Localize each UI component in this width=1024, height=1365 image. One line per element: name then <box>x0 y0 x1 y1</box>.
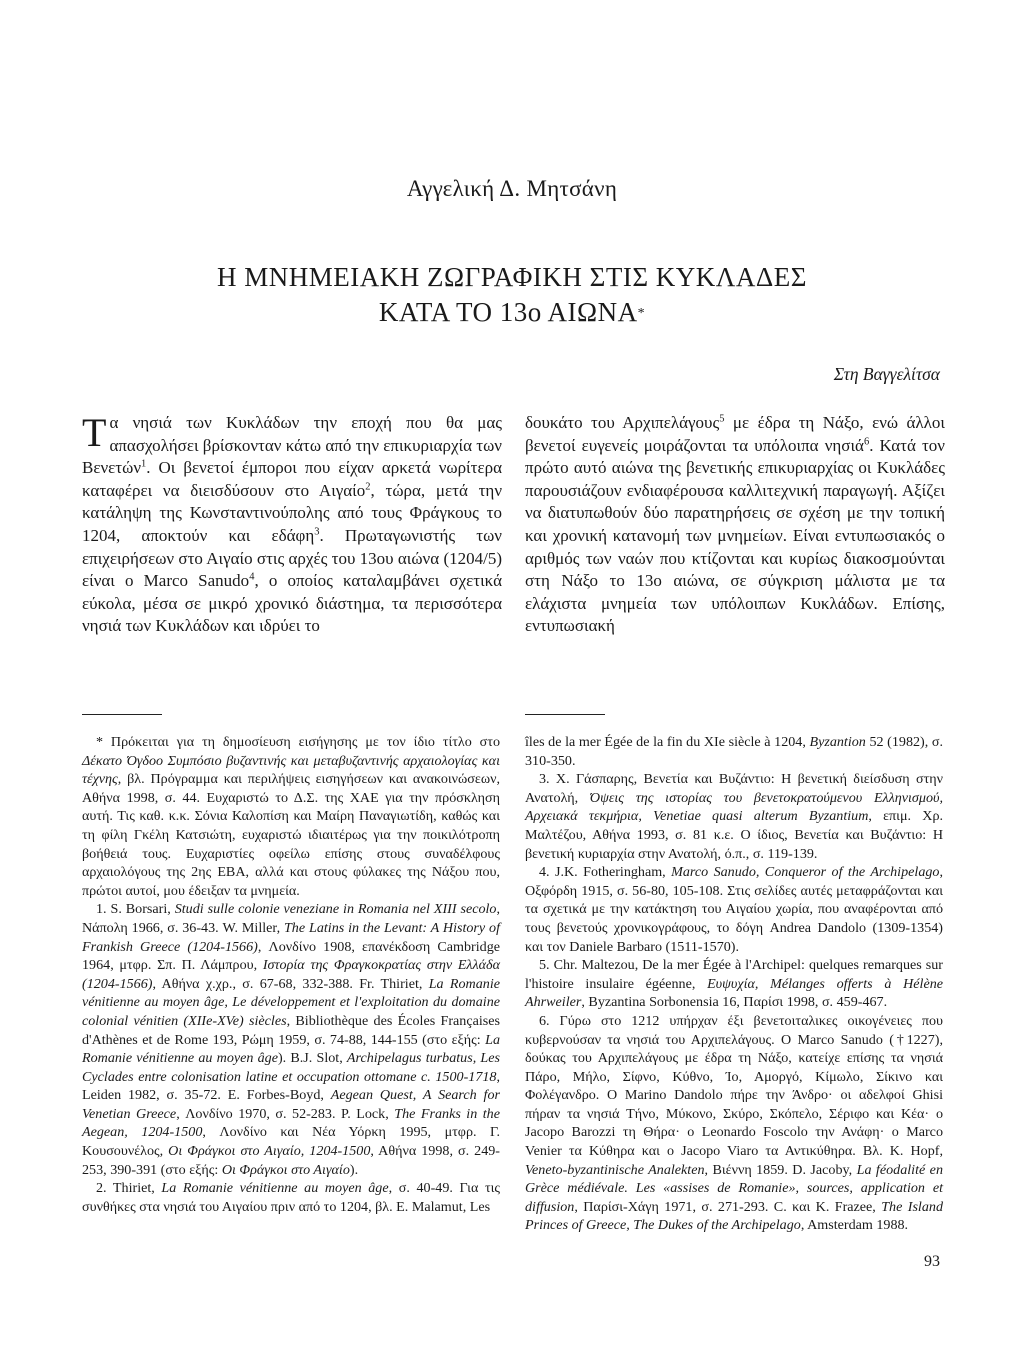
footnote-italic: Δέκατο Όγδοο Συμπόσιο βυζαντινής και μεταβυζαντινής αρχαιολογίας και τέχνης <box>82 752 500 788</box>
body-column-right <box>525 412 945 638</box>
body-text: . Πρωταγωνιστής των επιχειρήσεων στο Αιγαίο στις αρχές του 13ου αιώνα (1204/5) είναι ο Marco Sanudo <box>82 525 502 591</box>
footnote-italic: Studi sulle colonie veneziane in Romania nel XIII secolo <box>174 901 497 918</box>
footnote-text: , Amsterdam 1988. <box>800 1217 909 1234</box>
footnote-text: ). B.J. Slot, <box>277 1050 347 1067</box>
footnote-ref: 5 <box>719 413 725 425</box>
article-title-line-2 <box>0 295 1024 329</box>
footnote-text: , Leiden 1982, σ. 35-72. E. Forbes-Boyd, <box>82 1068 500 1104</box>
footnotes-column-left <box>82 733 500 1216</box>
footnote-italic: Archipelagus turbatus, Les Cyclades entre colonisation latine et occupation ottomane c. 1500-1718 <box>82 1050 500 1085</box>
footnote-text: 2. Thiriet, <box>96 1180 162 1197</box>
body-text: . Κατά τον πρώτο αυτό αιώνα της βενετικής επικυριαρχίας οι Κυκλάδες παρουσιάζουν ενδιαφέρουσα καλλιτεχνική παραγωγή. Αξίζει να διατυπωθούν δύο παρατηρήσεις σε σχέση με την τοπική και χρονική κατανομή των μνημείων. Είναι εντυπωσιακός ο αριθμός των ναών που κτίζονται και κυρίως διακοσμούνται στη Νάξο το 13ο αιώνα, σε σύγκριση μάλιστα με τα ελάχιστα μνημεία των υπόλοιπων Κυκλάδων. Επίσης, εντυπωσιακή <box>525 435 945 636</box>
footnotes-column-right <box>525 733 943 1235</box>
footnote-text: 6. Γύρω στο 1212 υπήρχαν έξι βενετοιταλικες οικογένειες που κυβερνούσαν τα νησιά του Αρχιπελάγους. Ο Marco Sanudo (†1227), δούκας του Αρχιπελάγους με έδρα τη Νάξο, κατείχε επίσης τα νησιά Πάρο, Μήλο, Σίφνο, Κύθνο, Ίο, Αμοργό, Κίμωλο, Σίκινο και Φολέγανδρο. Ο Marino Dandolo πήρε την Άνδρο· οι αδελφοί Ghisi πήραν τα νησιά Τήνο, Μύκονο, Σκύρο, Σκόπελο, Σέριφο και Κέα· ο Jacopo Barozzi τη Θήρα· ο Leonardo Foscolo την Ανάφη· ο Marco Venier τα Κύθηρα και ο Jacopo Viaro τα Αντικύθηρα. Βλ. K. Hopf, <box>525 1012 943 1160</box>
footnote-text: , Λονδίνο και Νέα Υόρκη 1995, μτφρ. Γ. Κουσουνέλος, <box>82 1124 500 1160</box>
article-title-line-1 <box>0 260 1024 294</box>
footnote-ref: 2 <box>365 481 371 493</box>
title-text-2: ΚΑΤΑ ΤΟ 13ο ΑΙΩΝΑ <box>378 297 638 327</box>
footnote-text: , Αθήνα χ.χρ., σ. 67-68, 332-388. Fr. Thiriet, <box>152 975 429 992</box>
body-text: α νησιά των Κυκλάδων την εποχή που θα μας απασχολήσει βρίσκονταν κάτω από την επικυριαρχία των Βενετών <box>82 413 502 478</box>
footnote-italic: La Romanie vénitienne au moyen âge <box>161 1180 389 1197</box>
footnote-text: , Βιέννη 1859. D. Jacoby, <box>704 1161 857 1178</box>
dedication: Στη Βαγγελίτσα <box>833 364 940 384</box>
footnote-italic: Ευψυχία, Mélanges offerts à Hélène Ahrweiler <box>525 975 944 1011</box>
body-column-left <box>82 412 502 638</box>
footnote-italic: Aegean Quest, A Search for Venetian Greece <box>82 1087 500 1122</box>
footnote-text: , Αθήνα 1998, σ. 249-253, 390-391 (στο εξής: <box>82 1143 500 1178</box>
footnote-text: , Οξφόρδη 1915, σ. 56-80, 105-108. Στις σελίδες αυτές μεταφράζονται και τα σχετικά με την κατάκτηση του Αιγαίου χωρία, που αναφέρονται από τους βενετούς χρονικογράφους, το δόγη Andrea Dandolo (1309-1354) και τον Daniele Barbaro (1511-1570). <box>525 864 943 955</box>
body-text: , τώρα, μετά την κατάληψη της Κωνσταντινούπολης από τους Φράγκους το 1204, αποκτούν και εδάφη <box>82 480 503 545</box>
footnote-text: , Λονδίνο 1908, επανέκδοση Cambridge 1964, μτφρ. Σπ. Π. Λάμπρου, <box>82 938 500 974</box>
footnote-text: , σ. 40-49. Για τις συνθήκες στα νησιά του Αιγαίου πριν από το 1204, βλ. E. Malamut, Les <box>82 1180 500 1215</box>
footnote-text: , Παρίσι-Χάγη 1971, σ. 271-293. C. και K. Frazee, <box>574 1198 882 1215</box>
title-text-1: Η ΜΝΗΜΕΙΑΚΗ ΖΩΓΡΑΦΙΚΗ ΣΤΙΣ ΚΥΚΛΑΔΕΣ <box>217 262 807 292</box>
footnote-text: , Bibliothèque des Écoles Françaises d'Athènes et de Rome 193, Ρώμη 1959, σ. 74-88, 144-155 (στο εξής: <box>82 1012 500 1048</box>
footnote-text: 5. Chr. Maltezou, De la mer Égée à l'Archipel: quelques remarques sur l'histoire insulaire égéenne, <box>525 957 943 992</box>
footnote-separator-left <box>82 714 162 715</box>
footnote-italic: The Franks in the Aegean, 1204-1500 <box>82 1105 500 1141</box>
footnote-text: , Λονδίνο 1970, σ. 52-283. P. Lock, <box>176 1105 395 1122</box>
footnote-text: îles de la mer Égée de la fin du XIe siècle à 1204, <box>525 734 810 750</box>
footnote-ref: 4 <box>249 571 255 583</box>
body-text: , ο οποίος καταλαμβάνει σχετικά εύκολα, μέσα σε μικρό χρονικό διάστημα, τα περισσότερα νησιά των Κυκλάδων και ιδρύει το <box>82 571 503 636</box>
footnote-3 <box>525 770 943 863</box>
footnote-text: 4. J.K. Fotheringham, <box>539 864 672 881</box>
footnote-text: , Νάπολη 1966, σ. 36-43. W. Miller, <box>82 901 501 936</box>
drop-cap: Τ <box>82 410 107 455</box>
footnote-text: , επιμ. Χρ. Μαλτέζου, Αθήνα 1993, σ. 81 κ.ε. Ο ίδιος, Βενετία και Βυζάντιο: Η βενετική κυριαρχία στην Ανατολή, ό.π., σ. 119-139. <box>525 808 944 862</box>
footnote-italic: Ιστορία της Φραγκοκρατίας στην Ελλάδα (1204-1566) <box>82 957 500 992</box>
footnote-italic: Byzantion <box>809 734 866 750</box>
footnote-1 <box>82 900 500 1179</box>
footnote-italic: The Latins in the Levant: A History of Frankish Greece (1204-1566) <box>82 919 500 955</box>
footnote-6 <box>525 1012 943 1235</box>
footnote-italic: Οι Φράγκοι στο Αιγαίο <box>221 1161 350 1178</box>
footnote-italic: Οι Φράγκοι στο Αιγαίο, 1204-1500 <box>168 1143 371 1160</box>
footnote-ref: 1 <box>141 458 147 470</box>
footnote-italic: La féodalité en Grèce médiévale. Les «assises de Romanie», sources, application et diffusion <box>525 1161 943 1215</box>
footnote-2 <box>82 1179 500 1216</box>
body-text: με έδρα τη Νάξο, ενώ άλλοι βενετοί ευγενείς μοιράζονται τα υπόλοιπα νησιά <box>525 413 945 455</box>
title-footnote-mark: * <box>637 306 646 321</box>
footnote-italic: La Romanie vénitienne au moyen âge, Le développement et l'exploitation du domaine colonial vénitien (XIIe-XVe) siècles <box>82 975 500 1029</box>
footnote-text: 3. Χ. Γάσπαρης, Βενετία και Βυζάντιο: Η βενετική διείσδυση στην Ανατολή, <box>525 771 943 806</box>
footnote-ref: 6 <box>863 435 870 447</box>
footnote-ref: 3 <box>314 526 320 538</box>
footnote-5 <box>525 956 943 1012</box>
footnote-star <box>82 733 500 900</box>
footnote-text: 1. S. Borsari, <box>96 901 175 918</box>
footnote-text: 52 (1982), σ. 310-350. <box>525 734 944 769</box>
author-name: Αγγελική Δ. Μητσάνη <box>406 176 618 201</box>
body-paragraph-left <box>82 412 502 638</box>
footnote-italic: Veneto-byzantinische Analekten <box>525 1161 705 1178</box>
footnote-separator-right <box>525 714 605 715</box>
footnote-italic: The Island Princes of Greece, The Dukes of the Archipelago <box>525 1198 943 1234</box>
footnote-text: * Πρόκειται για τη δημοσίευση εισήγησης με τον ίδιο τίτλο στο <box>96 734 500 750</box>
footnote-4 <box>525 863 943 956</box>
page-number: 93 <box>924 1253 940 1270</box>
footnote-2-continued <box>525 733 943 770</box>
body-paragraph-right <box>525 412 945 638</box>
footnote-text: , Byzantina Sorbonensia 16, Παρίσι 1998, σ. 459-467. <box>581 994 888 1011</box>
footnote-text: , βλ. Πρόγραμμα και περιλήψεις εισηγήσεων και ανακοινώσεων, Αθήνα 1998, σ. 44. Ευχαριστώ το Δ.Σ. της ΧΑΕ για την πρόσκληση αυτή. Τις καθ. κ.κ. Σόνια Καλοπίση και Μαίρη Παναγιωτίδη, καθώς και τη φίλη Γκέλη Κατσιώτη, ευχαριστώ ιδιαιτέρως για την ποικιλότροπη βοήθειά τους. Ευχαριστίες οφείλω επίσης στους συναδέλφους αρχαιολόγους της 2ης ΕΒΑ, αλλά και στους φύλακες της Νάξου που, πρώτοι αυτοί, μου έδειξαν τα μνημεία. <box>82 771 500 899</box>
footnote-italic: Marco Sanudo, Conqueror of the Archipelago <box>671 864 940 881</box>
body-text: δουκάτο του Αρχιπελάγους <box>525 413 720 432</box>
footnote-text: ). <box>349 1161 359 1178</box>
body-text: . Οι βενετοί έμποροι που είχαν αρκετά νωρίτερα καταφέρει να διεισδύσουν στο Αιγαίο <box>82 458 502 500</box>
footnote-italic: Όψεις της ιστορίας του βενετοκρατούμενου Ελληνισμού, Αρχειακά τεκμήρια, Venetiae quasi alterum Byzantium <box>525 789 943 825</box>
footnote-italic: La Romanie vénitienne au moyen âge <box>82 1031 500 1067</box>
